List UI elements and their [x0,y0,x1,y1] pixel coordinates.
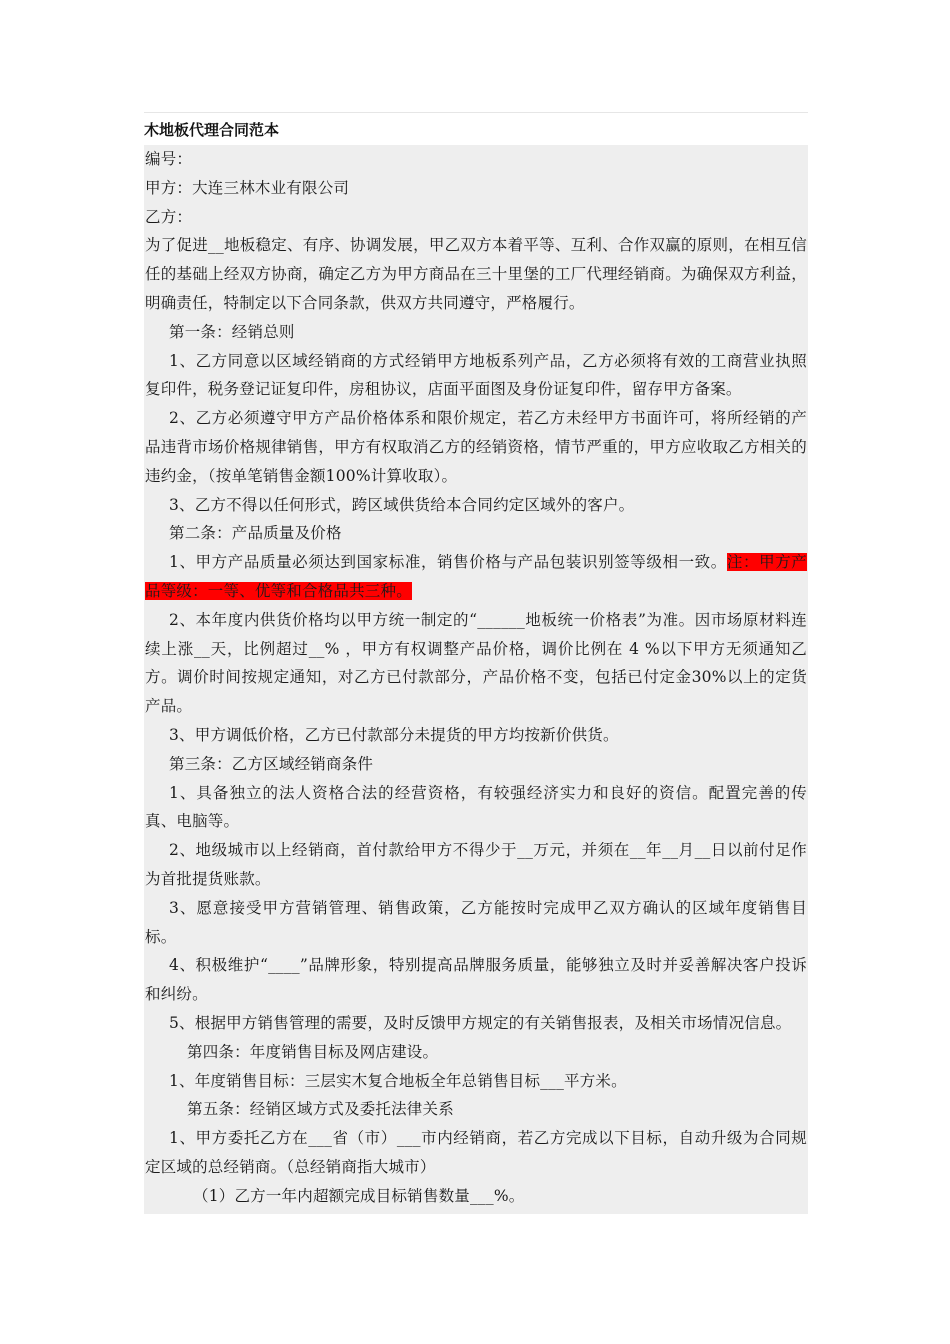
document-title: 木地板代理合同范本 [144,121,280,139]
paragraph-text: 2、乙方必须遵守甲方产品价格体系和限价规定，若乙方未经甲方书面许可，将所经销的产品违背市场价格规律销售，甲方有权取消乙方的经销资格，情节严重的，甲方应收取乙方相关的违约金，（按单笔销售金额100%计算收取）。 [145,409,807,485]
paragraph [145,318,807,347]
paragraph [145,750,807,779]
paragraph-text: 3、愿意接受甲方营销管理、销售政策，乙方能按时完成甲乙双方确认的区域年度销售目标。 [145,898,807,946]
paragraph-text: 5、根据甲方销售管理的需要，及时反馈甲方规定的有关销售报表，及相关市场情况信息。 [169,1013,792,1032]
paragraph [145,606,807,721]
paragraph-text: 3、甲方调低价格，乙方已付款部分未提货的甲方均按新价供货。 [169,725,619,744]
top-divider [144,112,808,113]
paragraph-text: 1、乙方同意以区域经销商的方式经销甲方地板系列产品，乙方必须将有效的工商营业执照复印件，税务登记证复印件，房租协议，店面平面图及身份证复印件，留存甲方备案。 [145,351,807,399]
paragraph-text: 第四条：年度销售目标及网店建设。 [187,1042,439,1061]
paragraph [145,174,807,203]
paragraph-text: 2、本年度内供货价格均以甲方统一制定的“______地板统一价格表”为准。因市场原材料连续上涨__天，比例超过__% ，甲方有权调整产品价格，调价比例在 4 %以下甲方无须通知乙方。调价时间按规定通知，对乙方已付款部分，产品价格不变，包括已付定金30%以上的定货产品。 [145,610,807,716]
paragraph-text: 编号： [145,150,193,168]
paragraph [145,721,807,750]
paragraph [145,231,807,317]
paragraph [145,836,807,894]
paragraph-text: 第一条：经销总则 [169,322,295,341]
paragraph [145,491,807,520]
paragraph [145,548,807,606]
paragraph [145,1095,807,1124]
paragraph-text: 3、乙方不得以任何形式，跨区域供货给本合同约定区域外的客户。 [169,495,635,514]
paragraph [145,1182,807,1211]
paragraph-text: 2、地级城市以上经销商，首付款给甲方不得少于__万元，并须在__年__月__日以前付足作为首批提货账款。 [145,841,807,888]
paragraph [145,203,807,232]
paragraph [145,519,807,548]
paragraph-text: 1、甲方产品质量必须达到国家标准，销售价格与产品包装识别签等级相一致。 [169,553,727,572]
paragraph-text: 甲方：大连三林木业有限公司 [145,178,350,197]
paragraph [145,145,807,174]
paragraph [145,1009,807,1038]
paragraph-text: 为了促进__地板稳定、有序、协调发展，甲乙双方本着平等、互利、合作双赢的原则，在相互信任的基础上经双方协商，确定乙方为甲方商品在三十里堡的工厂代理经销商。为确保双方利益，明确责任，特制定以下合同条款，供双方共同遵守，严格履行。 [145,236,807,312]
paragraph [145,951,807,1009]
paragraph [145,1124,807,1182]
paragraph-text: 1、甲方委托乙方在___省（市）___市内经销商，若乙方完成以下目标，自动升级为合同规定区域的总经销商。（总经销商指大城市） [145,1129,807,1176]
paragraph-text: 1、年度销售目标：三层实木复合地板全年总销售目标___平方米。 [169,1071,627,1090]
paragraph-list [145,145,807,1210]
paragraph-text: 第二条：产品质量及价格 [169,524,342,543]
document-body [144,145,808,1214]
document-page [144,112,808,1214]
paragraph [145,1038,807,1067]
paragraph-text: 4、积极维护“____”品牌形象，特别提高品牌服务质量，能够独立及时并妥善解决客户投诉和纠纷。 [145,956,807,1004]
paragraph-text: 第三条：乙方区域经销商条件 [169,754,374,773]
paragraph [145,894,807,952]
paragraph-text: 第五条：经销区域方式及委托法律关系 [187,1100,454,1119]
highlighted-note: 注：甲方产品等级：一等、优等和合格品共三种。 [145,553,807,600]
paragraph-text: 乙方： [145,207,193,226]
paragraph [145,347,807,405]
paragraph [145,404,807,490]
paragraph [145,1067,807,1096]
paragraph [145,779,807,837]
paragraph-text: （1）乙方一年内超额完成目标销售数量___%。 [193,1186,525,1205]
paragraph-text: 1、具备独立的法人资格合法的经营资格，有较强经济实力和良好的资信。配置完善的传真、电脑等。 [145,783,807,831]
